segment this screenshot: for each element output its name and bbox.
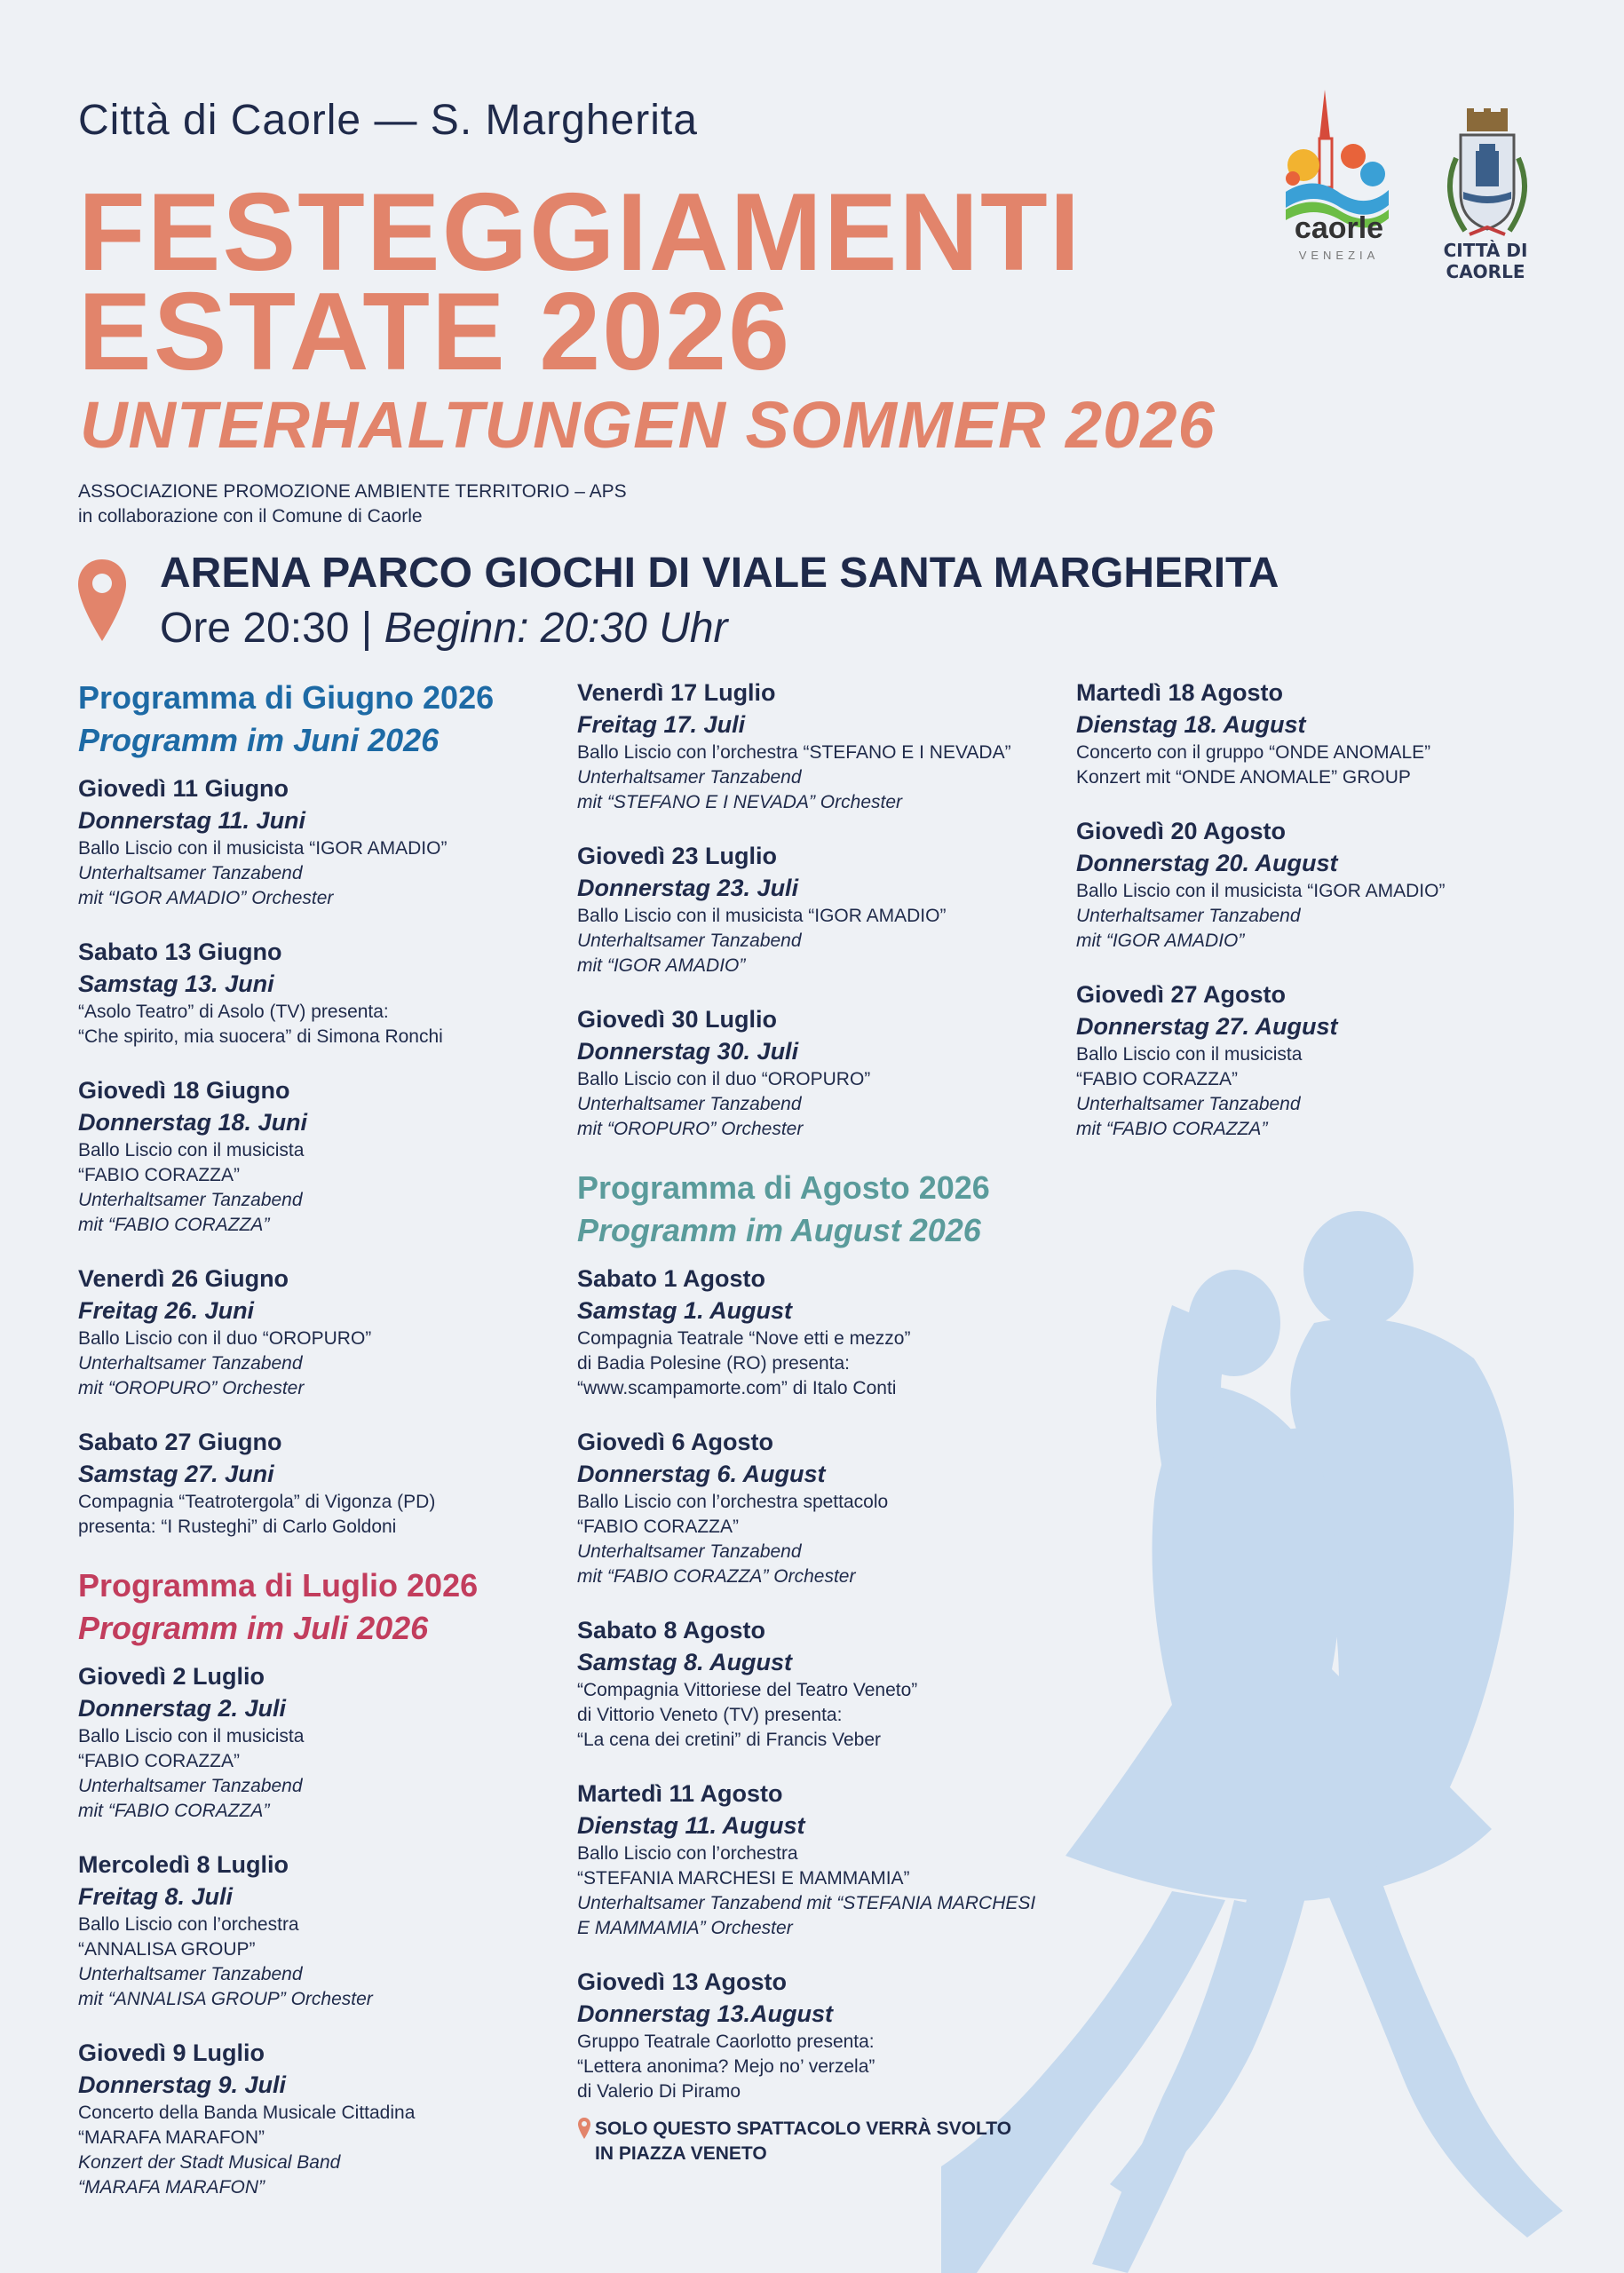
event-date-italian: Giovedì 27 Agosto (1076, 981, 1287, 1008)
event-item (577, 1426, 1057, 1589)
event-item (78, 1660, 558, 1824)
event-item (78, 1074, 558, 1238)
event-date-italian: Giovedì 11 Giugno (78, 775, 289, 802)
event-description-line: Unterhaltsamer Tanzabend (1076, 1094, 1301, 1114)
event-date-german: Donnerstag 20. August (1076, 850, 1338, 876)
event-date-italian: Giovedì 20 Agosto (1076, 818, 1287, 844)
event-item (577, 677, 1057, 815)
main-title-line2: ESTATE 2026 (78, 271, 792, 393)
event-date-german: Donnerstag 11. Juni (78, 807, 306, 834)
event-item (78, 772, 558, 911)
german-subtitle: UNTERHALTUNGEN SOMMER 2026 (80, 388, 1216, 462)
event-description-line: Ballo Liscio con il duo “OROPURO” (78, 1328, 372, 1349)
july-header (78, 1564, 558, 1650)
event-item (1076, 978, 1556, 1142)
july-events (78, 1660, 558, 2200)
event-date-italian: Sabato 13 Giugno (78, 939, 282, 965)
july-events-continued (577, 677, 1057, 1142)
event-description-line: “www.scampamorte.com” di Italo Conti (577, 1378, 897, 1398)
location-pin-icon (76, 558, 128, 643)
event-description-line: di Badia Polesine (RO) presenta: (577, 1353, 850, 1374)
event-description-line: “MARAFA MARAFON” (78, 2177, 265, 2198)
august-header (577, 1167, 1057, 1252)
column-august-continued (1076, 677, 1556, 1167)
event-date-italian: Venerdì 17 Luglio (577, 679, 776, 706)
column-july-august (577, 677, 1057, 2166)
main-title-line1: FESTEGGIAMENTI (78, 171, 1082, 294)
event-description-line: mit “OROPURO” Orchester (78, 1378, 305, 1398)
event-item (78, 2037, 558, 2200)
event-item (78, 936, 558, 1049)
june-events (78, 772, 558, 1540)
event-date-german: Samstag 1. August (577, 1297, 793, 1324)
event-description-line: Compagnia Teatrale “Nove etti e mezzo” (577, 1328, 911, 1349)
event-date-italian: Giovedì 9 Luglio (78, 2039, 265, 2066)
event-date-german: Donnerstag 23. Juli (577, 875, 799, 901)
july-title-italian: Programma di Luglio 2026 (78, 1567, 479, 1604)
event-description-line: “Compagnia Vittoriese del Teatro Veneto” (577, 1680, 918, 1700)
june-title-german: Programm im Juni 2026 (78, 722, 440, 758)
event-date-german: Samstag 8. August (577, 1649, 793, 1675)
event-description-line: mit “FABIO CORAZZA” (78, 1215, 270, 1235)
event-description-line: Unterhaltsamer Tanzabend (78, 1964, 303, 1984)
event-description-line: “FABIO CORAZZA” (78, 1751, 241, 1771)
event-date-italian: Giovedì 30 Luglio (577, 1006, 778, 1033)
note-line: IN PIAZZA VENETO (595, 2143, 767, 2164)
event-description-line: Unterhaltsamer Tanzabend (1076, 906, 1301, 926)
event-description-line: Ballo Liscio con l’orchestra (78, 1914, 299, 1935)
event-description-line: di Valerio Di Piramo (577, 2081, 741, 2102)
event-date-german: Donnerstag 27. August (1076, 1013, 1338, 1040)
event-date-german: Samstag 13. Juni (78, 970, 274, 997)
event-description-line: Unterhaltsamer Tanzabend mit “STEFANIA MARCHESI (577, 1893, 1036, 1913)
event-date-italian: Venerdì 26 Giugno (78, 1265, 289, 1292)
event-date-italian: Sabato 8 Agosto (577, 1617, 766, 1643)
event-description-line: Ballo Liscio con il musicista (78, 1726, 305, 1746)
august-events-continued (1076, 677, 1556, 1142)
event-date-italian: Giovedì 13 Agosto (577, 1968, 788, 1995)
venue-name: ARENA PARCO GIOCHI DI VIALE SANTA MARGHERITA (160, 550, 1279, 597)
event-date-german: Freitag 17. Juli (577, 711, 746, 738)
event-description-line: “Asolo Teatro” di Asolo (TV) presenta: (78, 1002, 389, 1022)
event-item (1076, 677, 1556, 790)
event-description-line: Konzert der Stadt Musical Band (78, 2152, 341, 2173)
event-description-line: Ballo Liscio con il musicista “IGOR AMADIO” (577, 906, 947, 926)
event-description-line: Concerto della Banda Musicale Cittadina (78, 2103, 416, 2123)
event-description-line: mit “IGOR AMADIO” Orchester (78, 888, 334, 908)
event-description-line: mit “STEFANO E I NEVADA” Orchester (577, 792, 903, 812)
event-description-line: mit “OROPURO” Orchester (577, 1119, 804, 1139)
event-description-line: Unterhaltsamer Tanzabend (78, 1776, 303, 1796)
caorle-logo-text: caorle (1294, 211, 1384, 245)
event-description-line: “ANNALISA GROUP” (78, 1939, 256, 1960)
event-description-line: “FABIO CORAZZA” (78, 1165, 241, 1185)
event-description-line: “Che spirito, mia suocera” di Simona Ronchi (78, 1026, 443, 1047)
event-description-line: mit “FABIO CORAZZA” Orchester (577, 1566, 856, 1587)
event-date-german: Donnerstag 30. Juli (577, 1038, 799, 1065)
event-description-line: Ballo Liscio con l’orchestra “STEFANO E I NEVADA” (577, 742, 1011, 763)
event-description-line: Ballo Liscio con il duo “OROPURO” (577, 1069, 871, 1089)
event-description-line: Unterhaltsamer Tanzabend (78, 863, 303, 883)
piazza-veneto-note (577, 2117, 1057, 2166)
start-time-german: Beginn: 20:30 Uhr (384, 605, 728, 652)
column-june-july (78, 677, 558, 2225)
event-description-line: Unterhaltsamer Tanzabend (577, 931, 802, 951)
june-header (78, 677, 558, 762)
event-date-italian: Giovedì 23 Luglio (577, 843, 778, 869)
event-description-line: Ballo Liscio con il musicista (1076, 1044, 1303, 1065)
event-item (577, 840, 1057, 978)
city-heading: Città di Caorle — S. Margherita (78, 97, 698, 144)
event-date-german: Freitag 26. Juni (78, 1297, 255, 1324)
event-date-italian: Sabato 27 Giugno (78, 1429, 282, 1455)
event-description-line: Ballo Liscio con l’orchestra (577, 1843, 798, 1864)
event-date-german: Donnerstag 2. Juli (78, 1695, 287, 1722)
event-description-line: Konzert mit “ONDE ANOMALE” GROUP (1076, 767, 1411, 788)
august-title-german: Programm im August 2026 (577, 1212, 981, 1248)
august-title-italian: Programma di Agosto 2026 (577, 1169, 990, 1206)
event-date-italian: Martedì 11 Agosto (577, 1780, 783, 1807)
event-date-italian: Giovedì 2 Luglio (78, 1663, 265, 1690)
event-date-german: Donnerstag 13.August (577, 2000, 834, 2027)
event-date-italian: Giovedì 6 Agosto (577, 1429, 774, 1455)
event-description-line: Ballo Liscio con il musicista “IGOR AMADIO” (1076, 881, 1446, 901)
event-date-italian: Giovedì 18 Giugno (78, 1077, 290, 1104)
event-item (78, 1426, 558, 1540)
event-description-line: “MARAFA MARAFON” (78, 2127, 265, 2148)
event-description-line: Compagnia “Teatrotergola” di Vigonza (PD) (78, 1492, 436, 1512)
june-title-italian: Programma di Giugno 2026 (78, 679, 495, 716)
association-line: ASSOCIAZIONE PROMOZIONE AMBIENTE TERRITORIO – APS (78, 481, 627, 502)
event-description-line: Unterhaltsamer Tanzabend (78, 1353, 303, 1374)
event-description-line: mit “FABIO CORAZZA” (1076, 1119, 1268, 1139)
event-date-german: Dienstag 11. August (577, 1812, 805, 1839)
event-description-line: mit “FABIO CORAZZA” (78, 1801, 270, 1821)
event-date-italian: Sabato 1 Agosto (577, 1265, 766, 1292)
start-time (160, 604, 728, 653)
event-description-line: Unterhaltsamer Tanzabend (78, 1190, 303, 1210)
event-item (577, 1263, 1057, 1401)
event-date-italian: Mercoledì 8 Luglio (78, 1851, 289, 1878)
event-date-italian: Martedì 18 Agosto (1076, 679, 1284, 706)
event-description-line: Unterhaltsamer Tanzabend (577, 1541, 802, 1562)
event-description-line: Ballo Liscio con l’orchestra spettacolo (577, 1492, 889, 1512)
caorle-logo-subtext: VENEZIA (1298, 249, 1380, 262)
event-description-line: “FABIO CORAZZA” (577, 1517, 740, 1537)
event-description-line: “Lettera anonima? Mejo no’ verzela” (577, 2056, 875, 2077)
event-description-line: mit “IGOR AMADIO” (577, 955, 746, 976)
event-item (577, 1966, 1057, 2104)
event-item (577, 1614, 1057, 1753)
association-credit (78, 479, 627, 529)
august-events (577, 1263, 1057, 2104)
event-date-german: Freitag 8. Juli (78, 1883, 234, 1910)
event-description-line: mit “ANNALISA GROUP” Orchester (78, 1989, 373, 2009)
event-item (577, 1778, 1057, 1941)
event-description-line: di Vittorio Veneto (TV) presenta: (577, 1705, 843, 1725)
event-description-line: Ballo Liscio con il musicista (78, 1140, 305, 1160)
event-description-line: E MAMMAMIA” Orchester (577, 1918, 793, 1938)
event-description-line: “FABIO CORAZZA” (1076, 1069, 1239, 1089)
city-logo-label: CITTÀ DI CAORLE (1443, 240, 1528, 282)
event-item (1076, 815, 1556, 954)
event-description-line: Gruppo Teatrale Caorlotto presenta: (577, 2031, 875, 2052)
event-description-line: Concerto con il gruppo “ONDE ANOMALE” (1076, 742, 1431, 763)
event-date-german: Donnerstag 6. August (577, 1461, 826, 1487)
event-description-line: “La cena dei cretini” di Francis Veber (577, 1730, 881, 1750)
event-date-german: Donnerstag 18. Juni (78, 1109, 308, 1136)
event-item (78, 1263, 558, 1401)
event-description-line: presenta: “I Rusteghi” di Carlo Goldoni (78, 1517, 397, 1537)
location-pin-icon (577, 2117, 591, 2140)
collaboration-line: in collaborazione con il Comune di Caorle (78, 506, 423, 527)
event-description-line: mit “IGOR AMADIO” (1076, 931, 1245, 951)
event-date-german: Dienstag 18. August (1076, 711, 1306, 738)
event-item (577, 1003, 1057, 1142)
event-description-line: “STEFANIA MARCHESI E MAMMAMIA” (577, 1868, 910, 1889)
start-time-italian: Ore 20:30 | (160, 605, 384, 652)
event-description-line: Unterhaltsamer Tanzabend (577, 1094, 802, 1114)
event-item (78, 1849, 558, 2012)
event-date-german: Samstag 27. Juni (78, 1461, 274, 1487)
event-description-line: Ballo Liscio con il musicista “IGOR AMADIO” (78, 838, 448, 859)
note-line: SOLO QUESTO SPATTACOLO VERRÀ SVOLTO (595, 2119, 1012, 2139)
event-date-german: Donnerstag 9. Juli (78, 2071, 287, 2098)
event-description-line: Unterhaltsamer Tanzabend (577, 767, 802, 788)
july-title-german: Programm im Juli 2026 (78, 1610, 429, 1646)
